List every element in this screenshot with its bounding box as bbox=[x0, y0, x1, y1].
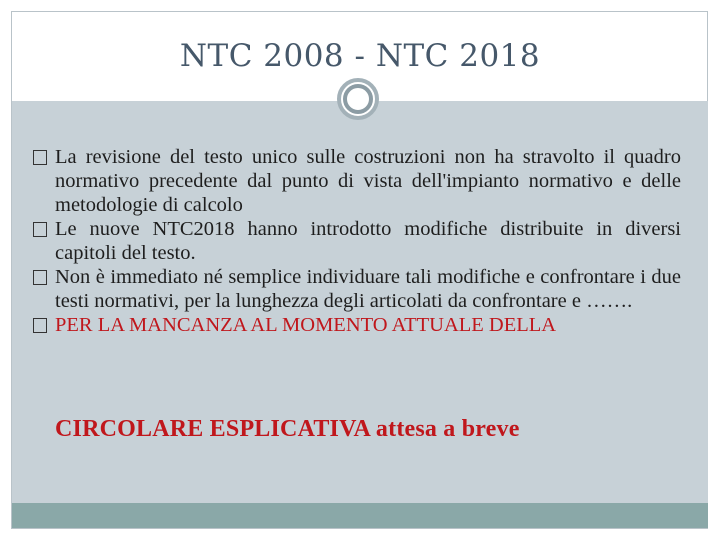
bullet-item bbox=[33, 145, 681, 217]
bullet-list bbox=[33, 145, 681, 337]
bullet-marker-icon bbox=[33, 270, 47, 285]
bullet-marker-icon bbox=[33, 222, 47, 237]
bullet-text: PER LA MANCANZA AL MOMENTO ATTUALE DELLA bbox=[55, 314, 557, 336]
emphasis-text: CIRCOLARE ESPLICATIVA attesa a breve bbox=[55, 416, 520, 442]
bullet-text: La revisione del testo unico sulle costruzioni non ha stravolto il quadro normativo precedente dal punto di vista dell'impianto normativo e delle metodologie di calcolo bbox=[55, 146, 681, 216]
bullet-marker-icon bbox=[33, 318, 47, 333]
bullet-marker-icon bbox=[33, 150, 47, 165]
bullet-item bbox=[33, 313, 681, 337]
bullet-item bbox=[33, 217, 681, 265]
ring-icon bbox=[337, 78, 379, 120]
bullet-text: Non è immediato né semplice individuare tali modifiche e confrontare i due testi normativi, per la lunghezza degli articolati da confrontare e ……. bbox=[55, 266, 681, 312]
footer-bar bbox=[12, 503, 708, 528]
bullet-text: Le nuove NTC2018 hanno introdotto modifiche distribuite in diversi capitoli del testo. bbox=[55, 218, 681, 264]
bullet-item bbox=[33, 265, 681, 313]
slide-title: NTC 2008 - NTC 2018 bbox=[179, 38, 541, 74]
